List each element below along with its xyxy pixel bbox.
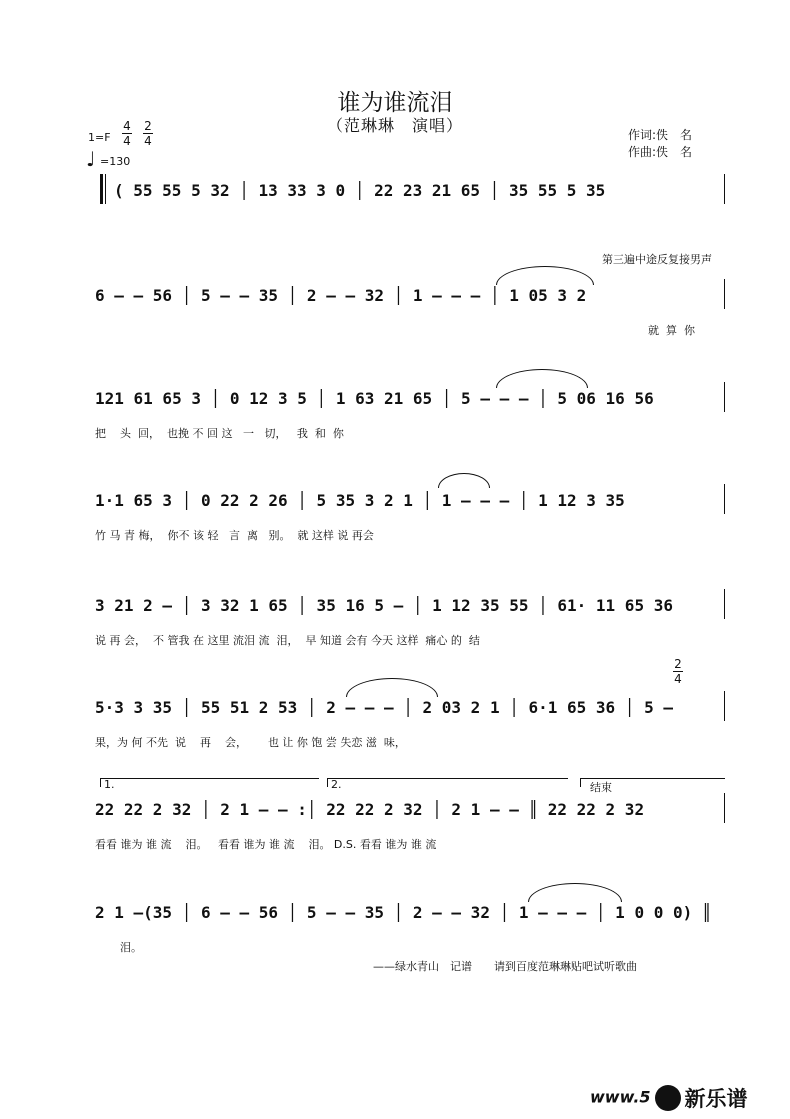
logo-url-prefix: www.5 <box>590 1087 651 1107</box>
credits <box>628 127 692 161</box>
repeat-annotation: 第三遍中途反复接男声 <box>602 253 712 266</box>
row-6-notes: 5·3 3 35 │ 55 51 2 53 │ 2 — — — │ 2 03 2 1 │ 6·1 65 36 │ 5 — <box>95 698 673 717</box>
site-logo <box>590 1083 748 1113</box>
quarter-note-icon: ♩ <box>86 147 96 171</box>
row-4-notes: 1·1 65 3 │ 0 22 2 26 │ 5 35 3 2 1 │ 1 — — — │ 1 12 3 35 <box>95 491 625 510</box>
row-8-notes: 2 1 —(35 │ 6 — — 56 │ 5 — — 35 │ 2 — — 32 │ 1 — — — │ 1 0 0 0) ║ <box>95 903 712 922</box>
coda-label: 结束 <box>590 781 612 794</box>
row-6-lyrics: 果，为 何 不先 说 再 会， 也 让 你 饱 尝 失恋 滋 味， <box>95 736 406 749</box>
ending-2-label: 2. <box>331 778 342 791</box>
lyricist-credit: 作词:佚 名 <box>628 128 693 142</box>
row-3-lyrics: 把 头 回， 也挽 不 回 这 一 切， 我 和 你 <box>95 427 344 440</box>
record-disc-icon <box>655 1085 681 1111</box>
row-2-notes: 6 — — 56 │ 5 — — 35 │ 2 — — 32 │ 1 — — — │ 1 05 3 2 <box>95 286 587 305</box>
ending-1-label: 1. <box>104 778 115 791</box>
composer-credit: 作曲:佚 名 <box>628 145 693 159</box>
row-8-lyrics: 泪。 <box>120 941 142 954</box>
song-title: 谁为谁流泪 <box>337 90 453 116</box>
logo-brand: 新乐谱 <box>684 1087 748 1111</box>
tempo-value: =130 <box>100 155 131 168</box>
row-3-notes: 121 61 65 3 │ 0 12 3 5 │ 1 63 21 65 │ 5 — — — │ 5 06 16 56 <box>95 389 654 408</box>
song-subtitle: （范琳琳 演唱） <box>326 116 463 135</box>
time-signature-4-4: 4 4 <box>123 119 131 148</box>
row-4-lyrics: 竹 马 青 梅， 你不 该 轻 言 离 别。 就 这样 说 再会 <box>95 529 374 542</box>
row-1-notes: ( 55 55 5 32 │ 13 33 3 0 │ 22 23 21 65 │ 35 55 5 35 <box>114 181 606 200</box>
time-signature-change: 2 4 <box>674 657 682 686</box>
row-2-lyrics: 就 算 你 <box>648 324 695 337</box>
transcriber-footer: ——绿水青山 记谱 请到百度范琳琳贴吧试听歌曲 <box>373 960 637 973</box>
row-5-notes: 3 21 2 — │ 3 32 1 65 │ 35 16 5 — │ 1 12 35 55 │ 61· 11 65 36 <box>95 596 673 615</box>
key-signature: 1=F <box>88 131 111 144</box>
row-7-notes: 22 22 2 32 │ 2 1 — — :│ 22 22 2 32 │ 2 1 — — ║ 22 22 2 32 <box>95 800 645 819</box>
time-signature-2-4: 2 4 <box>144 119 152 148</box>
row-7-lyrics: 看看 谁为 谁 流 泪。 看看 谁为 谁 流 泪。 D.S. 看看 谁为 谁 流 <box>95 838 437 851</box>
row-5-lyrics: 说 再 会， 不 管我 在 这里 流泪 流 泪， 早 知道 会有 今天 这样 痛心 的 结 <box>95 634 480 647</box>
